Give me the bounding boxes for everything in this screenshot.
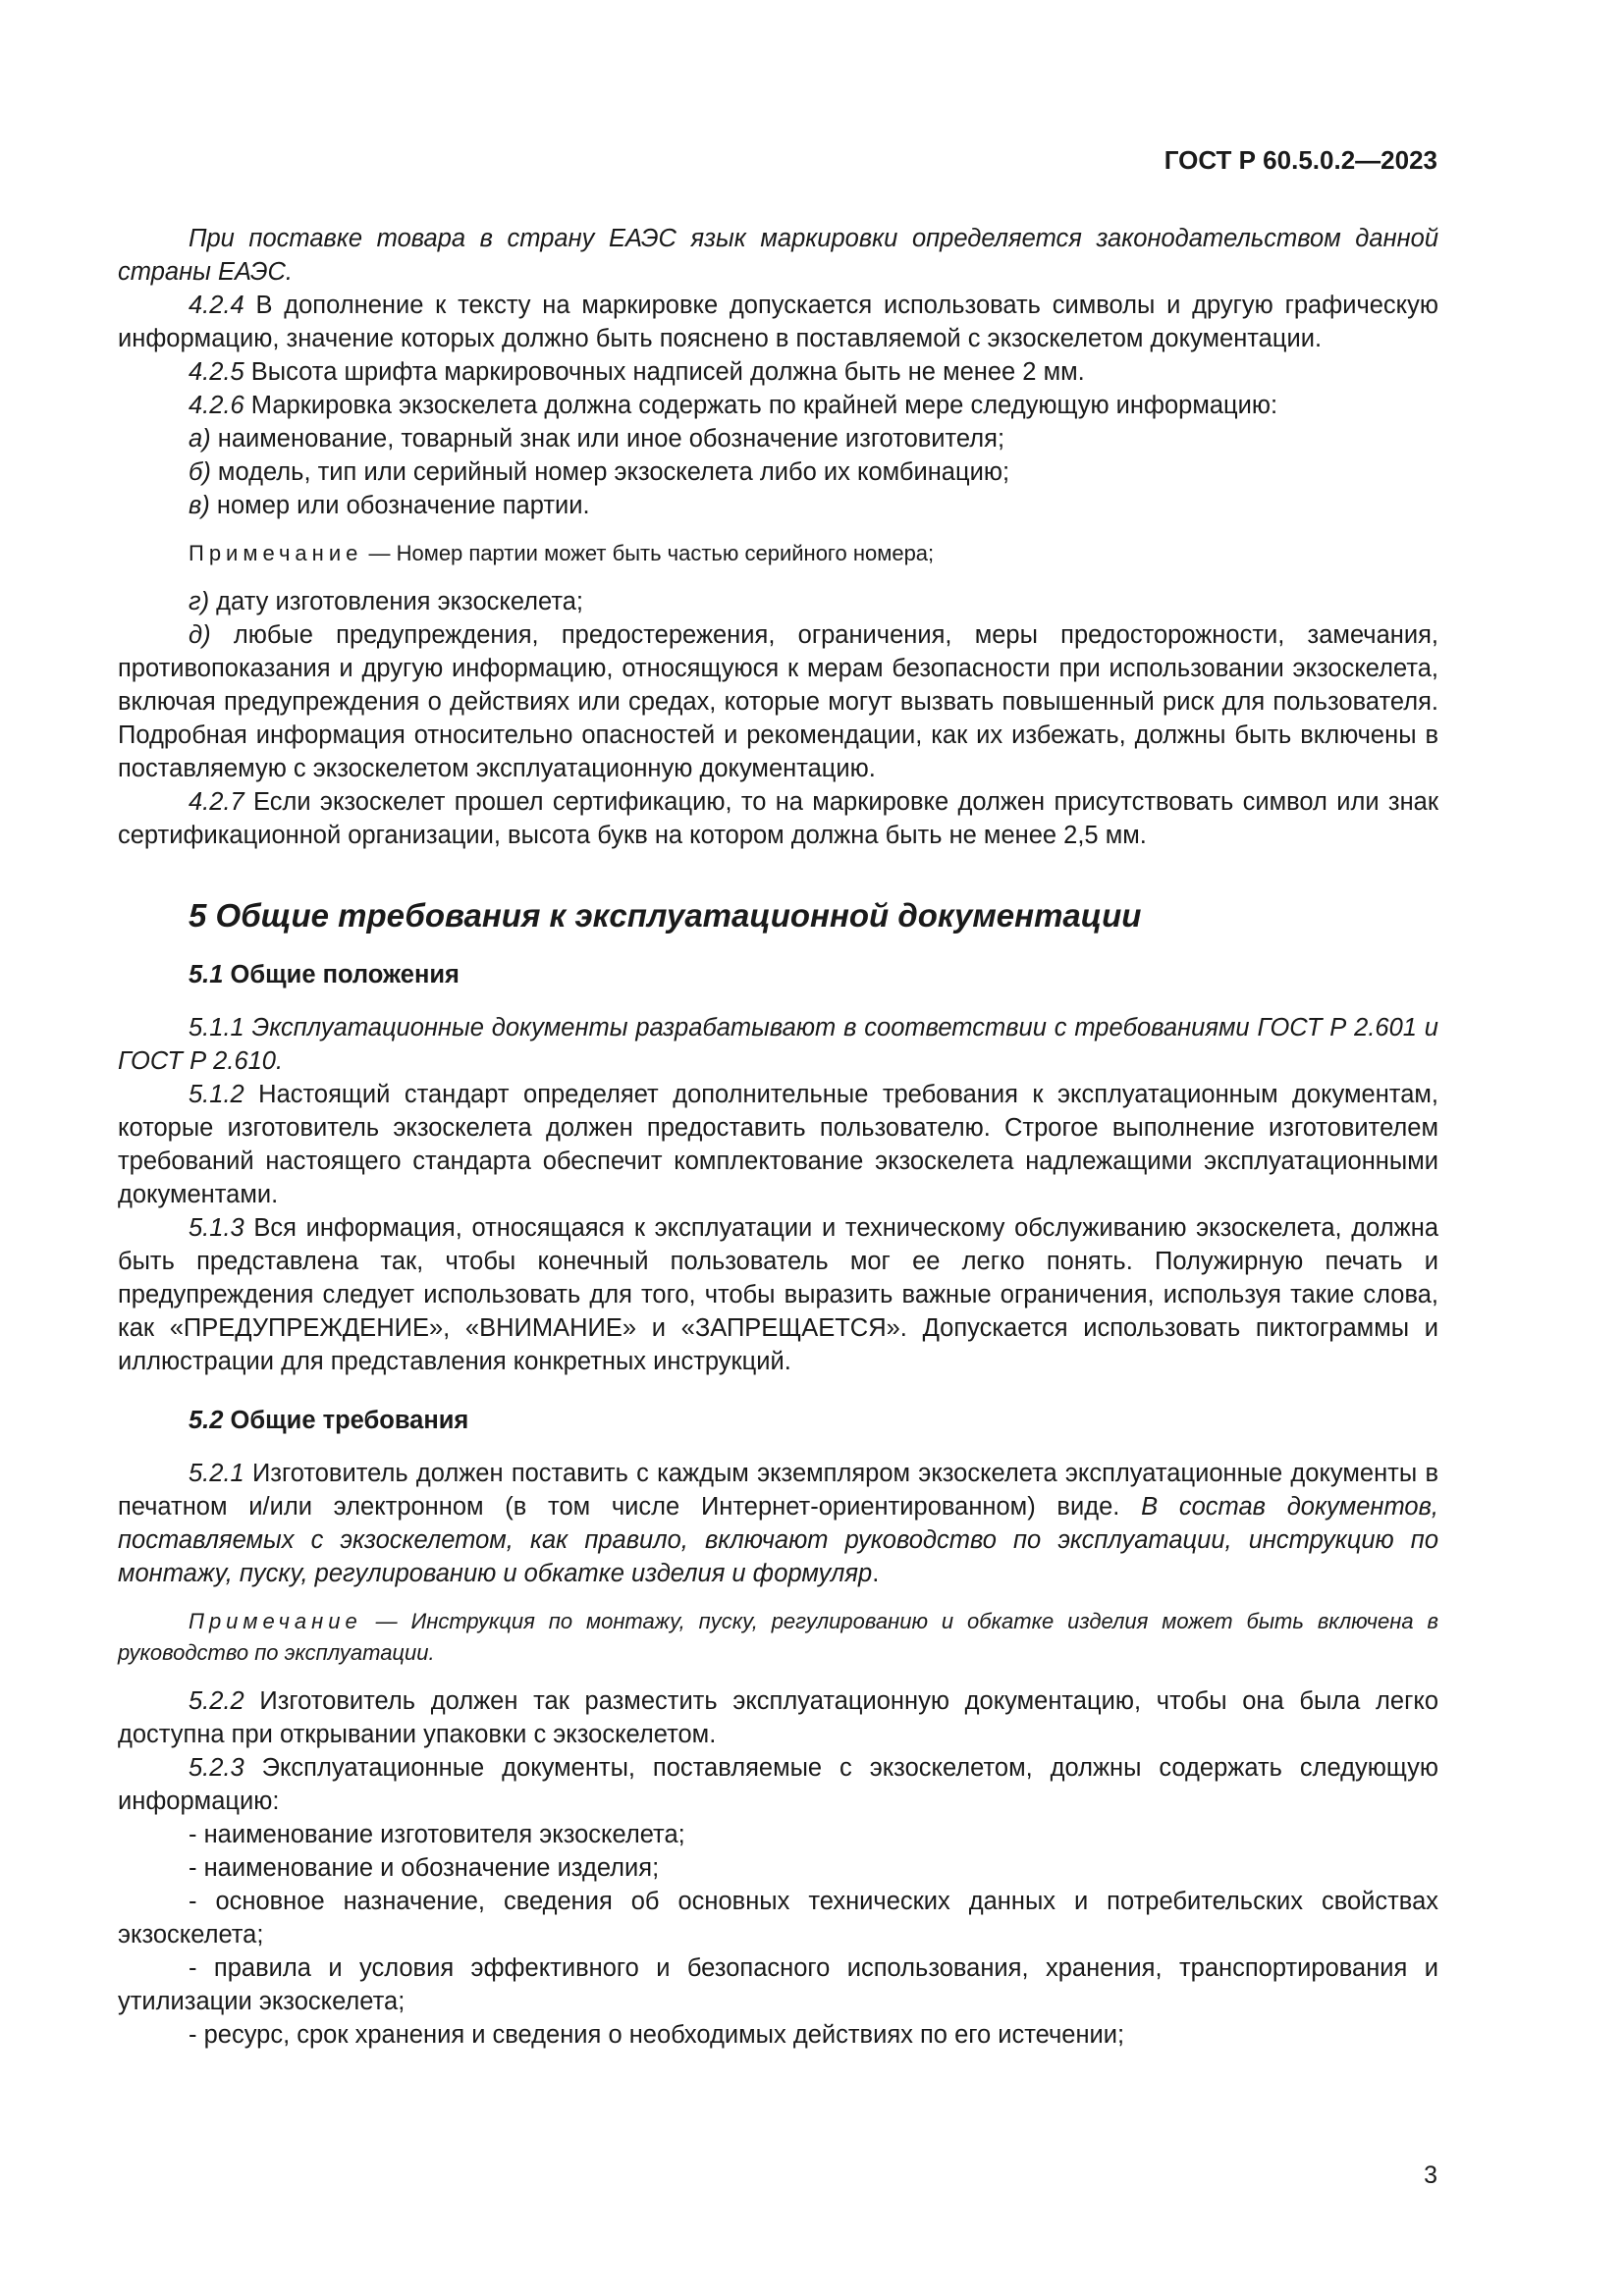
paragraph-eaes: При поставке товара в страну ЕАЭС язык маркировки определяется законодательством данной страны ЕАЭС. [118, 225, 1438, 286]
paragraph-5-2-1 [118, 1457, 1438, 1590]
clause-number: 4.2.4 [189, 292, 244, 319]
paragraph-4-2-7 [118, 785, 1438, 852]
paragraph-5-1-1: 5.1.1 Эксплуатационные документы разрабатывают в соответствии с требованиями ГОСТ Р 2.601 и ГОСТ Р 2.610. [118, 1014, 1438, 1075]
subsection-5-2-heading [189, 1404, 1438, 1437]
list-item-text: наименование, товарный знак или иное обозначение изготовителя; [210, 425, 1005, 453]
note-text: — Номер партии может быть частью серийного номера; [362, 541, 935, 565]
clause-text: Эксплуатационные документы, поставляемые с экзоскелетом, должны содержать следующую информацию: [118, 1754, 1438, 1815]
subsection-title: Общие положения [223, 961, 460, 988]
list-marker: а) [189, 425, 211, 453]
clause-text: Маркировка экзоскелета должна содержать по крайней мере следующую информацию: [244, 392, 1278, 419]
paragraph-5-1-3 [118, 1211, 1438, 1378]
list-item-text: модель, тип или серийный номер экзоскелета либо их комбинацию; [210, 458, 1010, 486]
list-marker: г) [189, 588, 210, 615]
subsection-number: 5.2 [189, 1407, 224, 1434]
list-item-a [118, 422, 1438, 455]
clause-end: . [872, 1560, 880, 1587]
clause-number: 5.1.2 [189, 1081, 244, 1108]
list-marker: б) [189, 458, 211, 486]
list-marker: в) [189, 492, 210, 519]
subsection-title: Общие требования [223, 1407, 469, 1434]
clause-text: Высота шрифта маркировочных надписей должна быть не менее 2 мм. [244, 358, 1085, 386]
clause-number: 5.2.1 [189, 1460, 244, 1487]
clause-text: Если экзоскелет прошел сертификацию, то на маркировке должен присутствовать символ или знак сертификационной организации, высота букв на котором должна быть не менее 2,5 мм. [118, 788, 1438, 849]
clause-text: Вся информация, относящаяся к эксплуатации и техническому обслуживанию экзоскелета, должна быть представлена так, чтобы конечный пользователь мог ее легко понять. Полужирную печать и предупреждения следует использовать для того, чтобы выразить важные ограничения, используя такие слова, как «ПРЕДУПРЕЖДЕНИЕ», «ВНИМАНИЕ» и «ЗАПРЕЩАЕТСЯ». Допускается использовать пиктограммы и иллюстрации для представления конкретных инструкций. [118, 1214, 1438, 1375]
clause-italic-text: В состав документов, поставляемых с экзоскелетом, как правило, включают руководство по эксплуатации, инструкцию по монтажу, пуску, регулированию и обкатке изделия и формуляр [118, 1493, 1438, 1587]
list-item-b [118, 455, 1438, 489]
list-item-text: номер или обозначение партии. [209, 492, 590, 519]
document-body [118, 222, 1438, 2052]
list-item: - ресурс, срок хранения и сведения о необходимых действиях по его истечении; [189, 2021, 1125, 2049]
paragraph-4-2-5 [118, 355, 1438, 389]
list-item-text: дату изготовления экзоскелета; [209, 588, 584, 615]
paragraph-5-2-2 [118, 1684, 1438, 1751]
section-5-heading: 5 Общие требования к эксплуатационной документации [189, 897, 1142, 934]
clause-number: 4.2.6 [189, 392, 244, 419]
clause-number: 4.2.7 [189, 788, 244, 816]
clause-text: Настоящий стандарт определяет дополнительные требования к эксплуатационным документам, которые изготовитель экзоскелета должен предоставить пользователю. Строгое выполнение изготовителем требований настоящего стандарта обеспечит комплектование экзоскелета надлежащими эксплуатационными документами. [118, 1081, 1438, 1208]
clause-number: 5.1.3 [189, 1214, 244, 1242]
list-item-d [118, 618, 1438, 785]
paragraph-4-2-4 [118, 289, 1438, 355]
page-number: 3 [1424, 2162, 1437, 2189]
paragraph-4-2-6 [118, 389, 1438, 422]
clause-text: В дополнение к тексту на маркировке допускается использовать символы и другую графическую информацию, значение которых должно быть пояснено в поставляемой с экзоскелетом документации. [118, 292, 1438, 352]
list-item: - основное назначение, сведения об основных технических данных и потребительских свойствах экзоскелета; [118, 1888, 1438, 1949]
note-text: — Инструкция по монтажу, пуску, регулированию и обкатке изделия может быть включена в руководство по эксплуатации. [118, 1609, 1438, 1665]
clause-text: Изготовитель должен так разместить эксплуатационную документацию, чтобы она была легко доступна при открывании упаковки с экзоскелетом. [118, 1687, 1438, 1748]
paragraph-5-2-3 [118, 1751, 1438, 1818]
list-marker: д) [189, 621, 211, 649]
note-batch-number [118, 538, 1438, 569]
clause-number: 4.2.5 [189, 358, 244, 386]
note-label: Примечание [189, 541, 363, 565]
list-item-g [118, 585, 1438, 618]
document-code-header: ГОСТ Р 60.5.0.2—2023 [1164, 145, 1437, 175]
note-installation-instructions [118, 1606, 1438, 1669]
clause-number: 5.2.2 [189, 1687, 244, 1715]
paragraph-5-1-2 [118, 1078, 1438, 1211]
list-item: - наименование и обозначение изделия; [189, 1854, 660, 1882]
list-item-v [118, 489, 1438, 522]
list-item-text: любые предупреждения, предостережения, ограничения, меры предосторожности, замечания, противопоказания и другую информацию, относящуюся к мерам безопасности при использовании экзоскелета, включая предупреждения о действиях или средах, которые могут вызвать повышенный риск для пользователя. Подробная информация относительно опасностей и рекомендации, как их избежать, должны быть включены в поставляемую с экзоскелетом эксплуатационную документацию. [118, 621, 1438, 782]
subsection-number: 5.1 [189, 961, 224, 988]
clause-text: Изготовитель должен поставить с каждым экземпляром экзоскелета эксплуатационные документы в печатном и/или электронном (в том числе Интернет-ориентированном) виде. [118, 1460, 1438, 1521]
subsection-5-1-heading [189, 958, 1438, 991]
note-label: Примечание [189, 1609, 362, 1633]
list-item: - правила и условия эффективного и безопасного использования, хранения, транспортирования и утилизации экзоскелета; [118, 1954, 1438, 2015]
clause-number: 5.2.3 [189, 1754, 244, 1782]
list-item: - наименование изготовителя экзоскелета; [189, 1821, 685, 1848]
